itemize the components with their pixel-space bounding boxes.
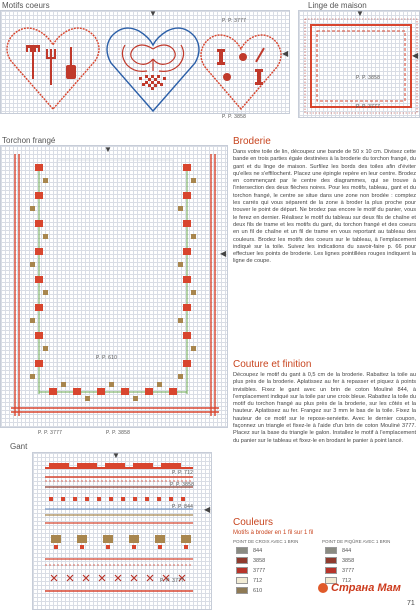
broderie-heading: Broderie [233,136,271,147]
hearts-center-arrow-side: ◀ [282,49,289,58]
legend-back-code: 844 [342,547,352,554]
heart-3-sewing [217,48,265,85]
legend-col-cross-header: POINT DE CROIX AVEC 1 BRIN [233,539,299,544]
legend-back-code: 3858 [342,557,355,564]
linge-center-arrow-side: ◀ [412,51,419,60]
watermark-logo-icon [318,583,328,593]
torchon-left-vine [30,164,48,394]
legend-cross-swatch [236,587,248,594]
linge-grid [298,10,420,118]
legend-back-row [325,557,354,564]
couleurs-subtitle: Motifs à broder en 1 fil sur 1 fil [233,530,314,536]
legend-back-swatch [325,557,337,564]
label-pp3858-heart: P. P. 3858 [222,114,247,120]
legend-back-row [325,547,351,554]
section-title-gant: Gant [10,442,28,451]
section-title-motifs-coeurs: Motifs coeurs [2,1,50,10]
gant-center-arrow-side: ◀ [204,505,211,514]
gant-center-arrow-top: ▼ [112,451,120,460]
torchon-center-arrow-top: ▼ [104,145,112,154]
legend-cross-code: 3858 [253,557,266,564]
heart-2-checker [139,75,166,90]
torchon-center-arrow-side: ◀ [220,249,227,258]
gant-diamond-row [49,497,185,501]
legend-cross-code: 844 [253,547,263,554]
label-pp3777-heart: P. P. 3777 [222,18,247,24]
torchon-right-vine [178,164,196,394]
section-title-torchon: Torchon frangé [2,136,56,145]
torchon-bottom-vine [39,382,187,401]
legend-back-row [325,567,354,574]
label-pp3858-linge: P. P. 3858 [356,75,381,81]
legend-cross-code: 712 [253,577,263,584]
linge-center-arrow-top: ▼ [356,9,364,18]
section-title-linge: Linge de maison [308,1,367,10]
legend-back-swatch [325,567,337,574]
legend-cross-row [236,577,262,584]
legend-cross-row [236,557,265,564]
heart-1-outline [7,28,99,109]
legend-cross-swatch [236,557,248,564]
label-pp3858-torchon: P. P. 3858 [106,430,131,436]
legend-back-swatch [325,547,337,554]
heart-2-filigree [122,45,183,71]
legend-cross-swatch [236,577,248,584]
gant-flower-row [51,535,191,543]
legend-col-backstitch-header: POINT DE PIQÛRE AVEC 1 BRIN [322,539,391,544]
watermark [318,582,401,594]
torchon-svg [1,146,229,429]
broderie-paragraph: Dans votre toile de lin, découpez une bande de 50 x 10 cm. Divisez cette bande en trois parties égale destinées à la broderie du torchon frangé, du gant et du linge de maison. Surfilez les bords des toiles afin d'éviter qu'elles ne s'effilochent. Placez une épingle repère en leur centre. Brodez en commençant par le centre des diagrammes, qui se trouve à l'intersection des deux flèches noires. Pour les motifs, tableau, gant et du torchon frangé, le centre se situe dans une zone non brodée : comptez les carrés qui vous séparent de la zone à broder la plus proche pour trouver le point de départ. Ne brodez pas encore le motif du panier, vous le ferez en dernier. Réalisez le motif du tableau sur deux fils de chaîne et deux fils de trame et les motifs du gant, du torchon frangé et des coeurs en un fil de chaîne et un fil de trame en vous reportant au tableau des couleurs. Brodez les motifs des coeurs sur le tableau, à l'emplacement indiqué sur la toile. Suivez les indications du savoir-faire p. 66 pour effectuer les points de broderie. Les lignes pointillées rouges indiquent la ligne de coupe. [233,149,416,265]
gant-svg [33,453,213,611]
label-pp844-gant: P. P. 844 [172,504,194,510]
watermark-text: Страна Мам [331,582,401,594]
legend-cross-code: 610 [253,587,263,594]
label-pp3777-torchon: P. P. 3777 [38,430,63,436]
label-pp712-gant: P. P. 712 [172,470,194,476]
label-pp3858-gant: P. P. 3858 [170,482,195,488]
page-number: 71 [407,600,415,607]
legend-cross-swatch [236,567,248,574]
couture-paragraph: Découpez le motif du gant à 0,5 cm de la broderie. Rabattez la toile au plus près de la broderie. Aplatissez au fer à repasser et piquez à points invisibles. Fixez le gant avec un brin de coton Mouliné 844, à l'emplacement indiqué sur la toile par une croix bleue. Rabattez la toile du motif du torchon frangé au plus près de la broderie, sur les côtés et la hauteur. Aplatissez au fer. Frangez sur 3 mm le bas de la toile. Fixez la hauteur de ce motif sur le repose-serviette. Avec le dernier coupon, façonnez un triangle et fixez-le à l'aide d'un brin de coton Mouliné 3777. Placez sur la base du triangle le galon. Installez le motif à l'emplacement du panier sur le tableau et fixez-le en brodant le panier à point lancé. [233,372,416,444]
heart-3-outline [201,35,281,109]
torchon-grid [0,145,228,428]
hearts-svg [1,11,291,115]
label-pp3777-linge: P. P. 3777 [356,104,381,110]
label-pp3777-gant: P. P. 3777 [160,578,185,584]
legend-back-code: 3777 [342,567,355,574]
linge-outer-border [311,25,411,107]
hearts-center-arrow-top: ▼ [149,9,157,18]
linge-inner-border [317,31,405,101]
torchon-empty-center [57,160,173,378]
legend-cross-row [236,567,265,574]
heart-1-tools [26,45,76,85]
linge-cut-line [305,19,417,113]
hearts-grid [0,10,290,114]
linge-svg [299,11,420,119]
gant-scallop-top [45,463,193,469]
couleurs-heading: Couleurs [233,517,274,528]
legend-cross-swatch [236,547,248,554]
couture-heading: Couture et finition [233,359,312,370]
legend-cross-row [236,587,262,594]
legend-cross-row [236,547,262,554]
legend-back-code: 712 [342,577,352,584]
legend-cross-code: 3777 [253,567,266,574]
label-pp610-torchon: P. P. 610 [96,355,118,361]
gant-flower-accents [54,545,188,549]
